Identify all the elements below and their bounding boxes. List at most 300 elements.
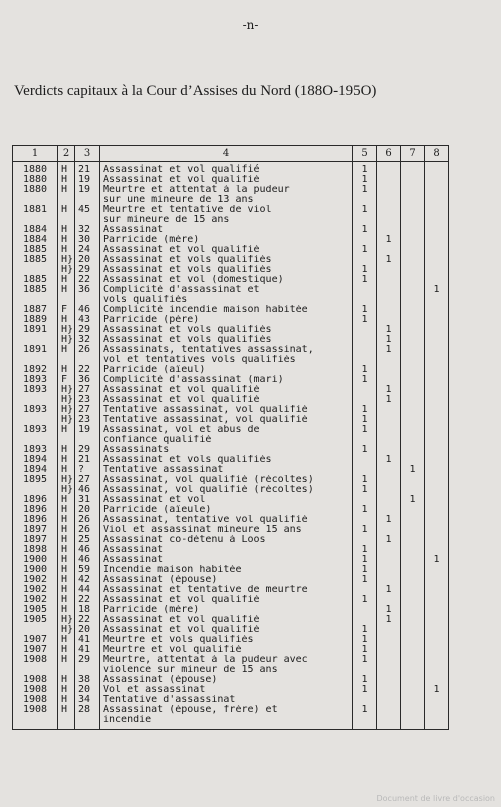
cell-col7 [401,435,425,445]
cell-age [75,665,100,675]
cell-age [75,195,100,205]
cell-col5 [353,695,377,705]
cell-crime: Assassinat et tentative de meurtre [100,585,353,595]
cell-sex: H} [58,625,75,635]
cell-crime: Assassinat (épouse) [100,675,353,685]
cell-year [13,215,58,225]
cell-age: 46 [75,305,100,315]
cell-col8 [425,415,449,425]
table-row [13,685,449,695]
cell-col6: 1 [377,455,401,465]
cell-col7 [401,375,425,385]
cell-col8 [425,645,449,655]
cell-year [13,665,58,675]
cell-col5 [353,535,377,545]
cell-age: 29 [75,265,100,275]
cell-year: 1893 [13,405,58,415]
table-row [13,445,449,455]
table-row [13,415,449,425]
cell-col7 [401,225,425,235]
cell-year [13,295,58,305]
cell-col7 [401,385,425,395]
cell-sex: H [58,515,75,525]
cell-col5: 1 [353,275,377,285]
cell-col7 [401,265,425,275]
cell-col8 [425,465,449,475]
cell-col6: 1 [377,615,401,625]
cell-col8 [425,162,449,176]
cell-col6 [377,245,401,255]
cell-age [75,715,100,730]
cell-sex: H [58,162,75,176]
cell-age: 32 [75,335,100,345]
cell-col5: 1 [353,525,377,535]
table-row [13,295,449,305]
cell-sex: H [58,565,75,575]
cell-col5 [353,345,377,355]
cell-sex: H} [58,335,75,345]
cell-col7 [401,565,425,575]
cell-crime: Assassinat et vol qualifié [100,385,353,395]
table-row [13,605,449,615]
cell-col6 [377,555,401,565]
cell-col6 [377,645,401,655]
cell-crime: Assassinat [100,555,353,565]
cell-col5: 1 [353,635,377,645]
cell-year: 1896 [13,505,58,515]
table-row [13,695,449,705]
cell-col7 [401,525,425,535]
cell-crime: sur une mineure de 13 ans [100,195,353,205]
cell-age: 20 [75,505,100,515]
cell-col7 [401,675,425,685]
cell-crime: Parricide (père) [100,315,353,325]
cell-crime: Assassinat et vols qualifiés [100,325,353,335]
cell-crime: incendie [100,715,353,730]
cell-col8 [425,425,449,435]
table-row [13,305,449,315]
cell-crime: Assassinat et vols qualifiés [100,265,353,275]
cell-year: 1894 [13,455,58,465]
cell-age: 19 [75,185,100,195]
cell-col8 [425,435,449,445]
cell-col6 [377,162,401,176]
cell-col6: 1 [377,255,401,265]
cell-year [13,625,58,635]
cell-crime: Assassinat et vol qualifié [100,395,353,405]
table-row [13,245,449,255]
cell-col5 [353,215,377,225]
table-row [13,645,449,655]
cell-sex [58,215,75,225]
cell-age: 30 [75,235,100,245]
cell-age: 38 [75,675,100,685]
table-row [13,475,449,485]
cell-sex: H [58,175,75,185]
cell-age: 25 [75,535,100,545]
cell-year: 1884 [13,235,58,245]
cell-age: 27 [75,385,100,395]
cell-col5: 1 [353,415,377,425]
cell-col8 [425,195,449,205]
cell-col6 [377,635,401,645]
cell-age: 32 [75,225,100,235]
cell-year [13,395,58,405]
table-row [13,595,449,605]
cell-col5: 1 [353,162,377,176]
cell-col5 [353,495,377,505]
cell-sex: H [58,705,75,715]
cell-col7 [401,585,425,595]
cell-col5: 1 [353,175,377,185]
cell-col5: 1 [353,205,377,215]
cell-col7 [401,655,425,665]
table-row [13,285,449,295]
cell-year: 1896 [13,515,58,525]
cell-col7 [401,475,425,485]
cell-col6 [377,265,401,275]
cell-col7 [401,605,425,615]
cell-col8 [425,315,449,325]
cell-col7 [401,405,425,415]
cell-sex [58,435,75,445]
cell-col7 [401,635,425,645]
cell-col7 [401,285,425,295]
cell-col8 [425,565,449,575]
table-row [13,625,449,635]
cell-sex: H} [58,395,75,405]
cell-age: 45 [75,205,100,215]
cell-year: 1907 [13,635,58,645]
cell-year: 1885 [13,255,58,265]
cell-col8 [425,525,449,535]
cell-col7 [401,505,425,515]
cell-crime: Tentative assassinat [100,465,353,475]
cell-col5: 1 [353,555,377,565]
cell-crime: Tentative assassinat, vol qualifié [100,405,353,415]
table-row [13,545,449,555]
cell-sex: H [58,285,75,295]
cell-year: 1885 [13,285,58,295]
table-row [13,505,449,515]
cell-sex [58,355,75,365]
cell-col5 [353,665,377,675]
cell-year: 1894 [13,465,58,475]
cell-crime: Assassinat, vol qualifié (récoltes) [100,475,353,485]
table-row [13,575,449,585]
cell-col6 [377,205,401,215]
cell-col6 [377,595,401,605]
cell-col6 [377,475,401,485]
cell-col6 [377,675,401,685]
cell-year [13,195,58,205]
cell-sex: H [58,225,75,235]
header-row [13,146,449,162]
cell-sex: H} [58,265,75,275]
cell-crime: Meurtre et attentat à la pudeur [100,185,353,195]
cell-col7 [401,645,425,655]
cell-year: 1908 [13,685,58,695]
cell-crime: Assassinat et vol qualifié [100,615,353,625]
cell-col5: 1 [353,705,377,715]
cell-col5: 1 [353,305,377,315]
col-header-1: 1 [13,146,58,162]
cell-age: 36 [75,285,100,295]
cell-age: 46 [75,485,100,495]
cell-col7 [401,485,425,495]
cell-sex: H} [58,385,75,395]
cell-col7 [401,705,425,715]
cell-col6 [377,285,401,295]
cell-sex: H [58,505,75,515]
cell-col8 [425,375,449,385]
cell-year: 1902 [13,575,58,585]
cell-col6 [377,625,401,635]
cell-col7 [401,595,425,605]
cell-year: 1900 [13,565,58,575]
table-body [13,162,449,730]
cell-col6: 1 [377,395,401,405]
cell-age: 22 [75,615,100,625]
cell-col6 [377,295,401,305]
cell-year: 1902 [13,595,58,605]
cell-crime: Tentative assassinat, vol qualifié [100,415,353,425]
cell-year: 1881 [13,205,58,215]
cell-col7 [401,425,425,435]
cell-year: 1905 [13,615,58,625]
cell-col8 [425,405,449,415]
cell-col5 [353,715,377,730]
cell-crime: Assassinat et vol qualifié [100,175,353,185]
table-row [13,325,449,335]
cell-col6 [377,275,401,285]
table-row [13,515,449,525]
cell-col8 [425,295,449,305]
cell-col5: 1 [353,685,377,695]
cell-sex: H [58,425,75,435]
cell-crime: Parricide (mère) [100,605,353,615]
cell-crime: Tentative d'assassinat [100,695,353,705]
cell-col8 [425,455,449,465]
cell-year: 1893 [13,375,58,385]
cell-col8 [425,235,449,245]
table-row [13,615,449,625]
cell-year: 1892 [13,365,58,375]
cell-year: 1893 [13,385,58,395]
table-row [13,495,449,505]
cell-col6: 1 [377,515,401,525]
cell-col8: 1 [425,555,449,565]
cell-col8: 1 [425,285,449,295]
cell-sex: H [58,345,75,355]
table-row [13,455,449,465]
cell-sex: H [58,185,75,195]
cell-col7 [401,335,425,345]
cell-year [13,265,58,275]
cell-col8 [425,585,449,595]
cell-col5 [353,435,377,445]
cell-col8 [425,515,449,525]
table-row [13,655,449,665]
cell-crime: Meurtre et tentative de viol [100,205,353,215]
cell-sex: H [58,555,75,565]
cell-col8 [425,275,449,285]
table-row [13,665,449,675]
cell-sex: F [58,375,75,385]
cell-col6 [377,365,401,375]
cell-col8 [425,675,449,685]
cell-age: 46 [75,545,100,555]
cell-year [13,415,58,425]
cell-crime: Assassinat et vols qualifiés [100,255,353,265]
cell-col5: 1 [353,645,377,655]
cell-col7 [401,445,425,455]
cell-crime: Meurtre, attentat à la pudeur avec [100,655,353,665]
table-row [13,205,449,215]
cell-crime: Assassinat, vol et abus de [100,425,353,435]
cell-col7 [401,255,425,265]
col-header-3: 3 [75,146,100,162]
cell-age: 36 [75,375,100,385]
cell-year: 1908 [13,675,58,685]
cell-year [13,335,58,345]
cell-sex: H} [58,405,75,415]
cell-col7 [401,305,425,315]
cell-col6 [377,415,401,425]
table-row [13,335,449,345]
page-title: Verdicts capitaux à la Cour d’Assises du Nord (188O-195O) [14,83,377,99]
cell-col8 [425,665,449,675]
cell-col7 [401,205,425,215]
cell-age: ? [75,465,100,475]
cell-age [75,295,100,305]
cell-year [13,715,58,730]
cell-age: 44 [75,585,100,595]
cell-col6 [377,465,401,475]
table-row [13,705,449,715]
cell-sex: H} [58,255,75,265]
cell-col5 [353,465,377,475]
cell-col8 [425,625,449,635]
cell-col7 [401,175,425,185]
cell-col7 [401,315,425,325]
cell-sex: H} [58,615,75,625]
cell-col8 [425,485,449,495]
table-row [13,365,449,375]
page-number: -n- [242,18,259,32]
table-row [13,585,449,595]
cell-age: 19 [75,175,100,185]
cell-col8 [425,335,449,345]
cell-crime: Assassinat et vols qualifiés [100,335,353,345]
cell-crime: Parricide (aïeul) [100,365,353,375]
cell-col8 [425,695,449,705]
cell-sex: H [58,245,75,255]
cell-sex [58,295,75,305]
cell-age: 29 [75,445,100,455]
cell-crime: Assassinats [100,445,353,455]
cell-sex [58,665,75,675]
cell-age: 20 [75,625,100,635]
cell-col5 [353,235,377,245]
cell-sex: H [58,445,75,455]
cell-col5 [353,385,377,395]
cell-sex: H [58,275,75,285]
table-row [13,175,449,185]
cell-year [13,435,58,445]
table-header [13,146,449,162]
cell-col6 [377,435,401,445]
cell-col6 [377,715,401,730]
cell-sex: H} [58,485,75,495]
table-row [13,355,449,365]
col-header-5: 5 [353,146,377,162]
cell-sex: H [58,365,75,375]
col-header-6: 6 [377,146,401,162]
cell-sex: H} [58,325,75,335]
cell-crime: Assassinat et vol qualifié [100,162,353,176]
cell-col6 [377,315,401,325]
cell-col5: 1 [353,675,377,685]
cell-age: 34 [75,695,100,705]
cell-year: 1884 [13,225,58,235]
cell-col5: 1 [353,245,377,255]
cell-year: 1885 [13,245,58,255]
table-row [13,225,449,235]
cell-col5: 1 [353,445,377,455]
cell-crime: vols qualifiés [100,295,353,305]
cell-col6 [377,545,401,555]
cell-col7 [401,195,425,205]
cell-col8 [425,475,449,485]
cell-age: 26 [75,525,100,535]
cell-year: 1900 [13,555,58,565]
cell-col7 [401,575,425,585]
cell-crime: Assassinat et vols qualifiés [100,455,353,465]
cell-age [75,215,100,225]
cell-col8 [425,655,449,665]
cell-col5: 1 [353,545,377,555]
cell-year: 1905 [13,605,58,615]
cell-col5 [353,195,377,205]
cell-crime: Meurtre et vols qualifiés [100,635,353,645]
cell-col8 [425,355,449,365]
cell-age: 29 [75,655,100,665]
cell-sex [58,715,75,730]
cell-col6: 1 [377,235,401,245]
cell-col5 [353,605,377,615]
cell-year: 1896 [13,495,58,505]
cell-col6 [377,445,401,455]
cell-col6 [377,705,401,715]
cell-col5: 1 [353,315,377,325]
cell-crime: violence sur mineur de 15 ans [100,665,353,675]
cell-sex: H [58,595,75,605]
cell-col6 [377,305,401,315]
cell-age: 46 [75,555,100,565]
cell-col6 [377,225,401,235]
cell-col7 [401,162,425,176]
cell-col7 [401,625,425,635]
cell-col8 [425,595,449,605]
cell-year: 1893 [13,425,58,435]
cell-sex: H [58,685,75,695]
cell-col5: 1 [353,365,377,375]
cell-col8 [425,175,449,185]
cell-col5: 1 [353,505,377,515]
cell-age: 23 [75,415,100,425]
table-row [13,195,449,205]
